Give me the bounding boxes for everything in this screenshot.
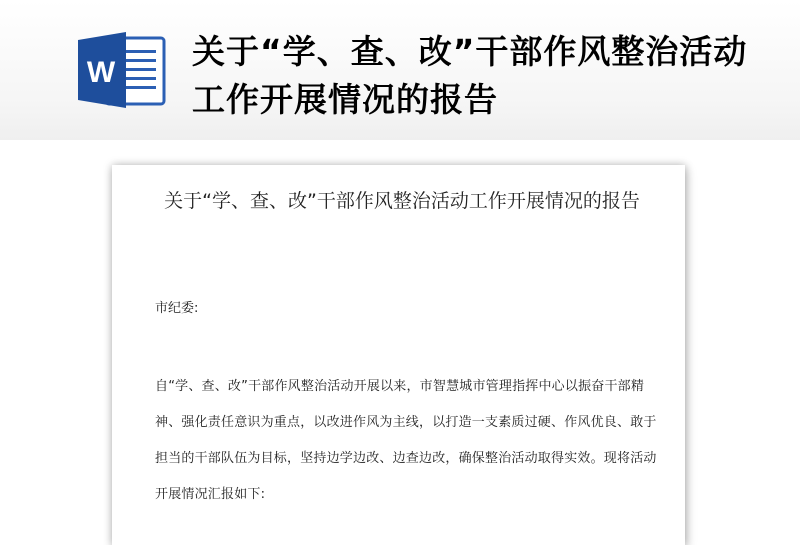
banner-title: 关于“学、查、改”干部作风整治活动工作开展情况的报告 <box>192 32 748 119</box>
document-title: 关于“学、查、改”干部作风整治活动工作开展情况的报告 <box>164 190 640 212</box>
document-salutation: 市纪委: <box>155 301 199 316</box>
header-banner <box>0 0 800 140</box>
document-paragraph: 自“学、查、改”干部作风整治活动开展以来，市智慧城市管理指挥中心以振奋干部精神、强化责任意识为重点，以改进作风为主线，以打造一支素质过硬、作风优良、敢于担当的干部队伍为目标，坚持边学边改、边查边改，确保整治活动取得实效。现将活动开展情况汇报如下: <box>155 379 657 502</box>
word-logo-letter: W <box>86 56 116 89</box>
document-page <box>112 165 685 545</box>
microsoft-word-icon <box>76 30 168 110</box>
